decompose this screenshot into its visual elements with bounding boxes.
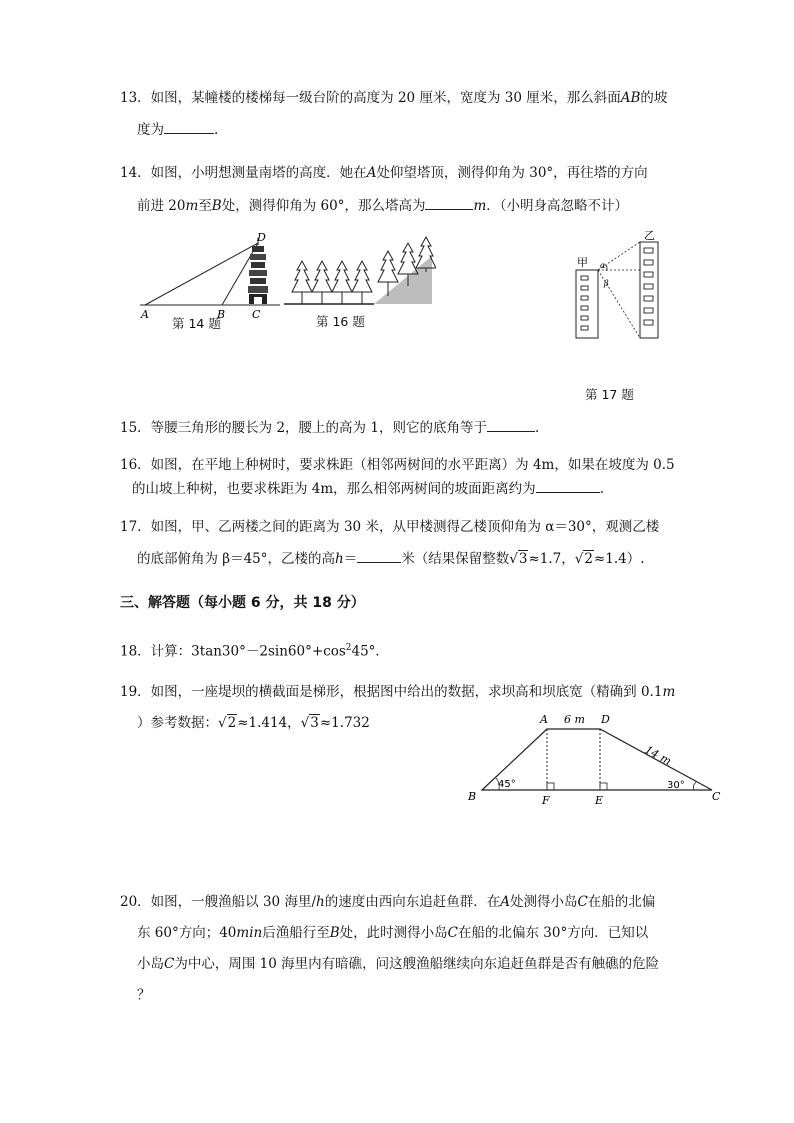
label-yi: 乙 bbox=[644, 230, 655, 242]
caption-17: 第 17 题 bbox=[585, 387, 634, 402]
caption-14: 第 14 题 bbox=[172, 316, 221, 331]
section-title: 三、解答题（每小题 6 分，共 18 分） bbox=[120, 595, 365, 611]
q17-line-1: 17．如图，甲、乙两楼之间的距离为 30 米，从甲楼测得乙楼顶仰角为 α＝30°，观测乙楼 bbox=[120, 519, 660, 535]
label-side-length: 14 m bbox=[642, 743, 674, 768]
q14-line-2: 前进 20m至B处，测得仰角为 60°，那么塔高为 m．（小明身高忽略不计） bbox=[137, 198, 629, 214]
caption-16: 第 16 题 bbox=[316, 314, 365, 329]
q20-line-1: 20．如图，一艘渔船以 30 海里/h的速度由西向东追赶鱼群．在A处测得小岛C在船的北偏 bbox=[120, 894, 656, 910]
q20-line-2: 东 60°方向；40min后渔船行至B处，此时测得小岛C在船的北偏东 30°方向．已知以 bbox=[137, 925, 649, 941]
answer-blank-13[interactable] bbox=[164, 120, 214, 134]
label-d: D bbox=[601, 713, 610, 726]
figure-16-slope-trees bbox=[282, 236, 436, 308]
label-angle-b: 45° bbox=[498, 779, 516, 790]
right-angle-f bbox=[547, 783, 554, 790]
right-angle-e bbox=[600, 783, 607, 790]
sqrt-2-ref: √2 bbox=[218, 715, 237, 731]
sqrt-2: √2 bbox=[574, 551, 593, 567]
q13-line-2: 度为 . bbox=[137, 122, 219, 138]
q20-line-4: ？ bbox=[137, 987, 151, 1003]
label-b: B bbox=[217, 308, 226, 321]
sqrt-3-ref: √3 bbox=[300, 715, 319, 731]
q20-line-3: 小岛C为中心，周围 10 海里内有暗礁，问这艘渔船继续向东追赶鱼群是否有触礁的危险 bbox=[137, 956, 660, 972]
label-jia: 甲 bbox=[577, 256, 588, 269]
label-beta: β bbox=[604, 279, 609, 288]
answer-blank-15[interactable] bbox=[487, 418, 535, 432]
q19-line-1: 19．如图，一座堤坝的横截面是梯形，根据图中给出的数据，求坝高和坝底宽（精确到 0.1m bbox=[120, 684, 676, 700]
q17-line-2: 的底部俯角为 β＝45°，乙楼的高h＝ 米（结果保留整数√3≈1.7，√2≈1.4）. bbox=[137, 551, 645, 567]
q16-line-2: 的山坡上种树，也要求株距为 4m，那么相邻两树间的坡面距离约为 . bbox=[132, 481, 604, 497]
label-alpha: α bbox=[600, 261, 606, 270]
figure-17-buildings bbox=[568, 230, 668, 342]
label-b: B bbox=[468, 790, 477, 803]
label-f: F bbox=[542, 794, 550, 807]
label-e: E bbox=[595, 794, 604, 807]
label-a: A bbox=[540, 713, 548, 726]
building-yi bbox=[640, 242, 658, 338]
figure-14-pagoda bbox=[135, 228, 285, 324]
q14-line-1: 14．如图，小明想测量南塔的高度．她在A处仰望塔顶，测得仰角为 30°，再往塔的方向 bbox=[120, 165, 648, 181]
pagoda-icon bbox=[248, 238, 268, 304]
answer-blank-17[interactable] bbox=[357, 549, 401, 563]
label-c: C bbox=[712, 790, 721, 803]
sightline-a bbox=[145, 243, 258, 305]
answer-blank-14[interactable] bbox=[425, 196, 473, 210]
q15-line: 15．等腰三角形的腰长为 2，腰上的高为 1，则它的底角等于 . bbox=[120, 420, 540, 436]
label-top-length: 6 m bbox=[564, 713, 585, 726]
label-c: C bbox=[252, 308, 261, 321]
label-d: D bbox=[257, 231, 266, 244]
answer-blank-16[interactable] bbox=[536, 479, 600, 493]
label-a: A bbox=[141, 308, 149, 321]
q18-line: 18．计算：$3\tan 30^\circ-2\sin 60^\circ+\cos^245^\circ$． bbox=[120, 643, 389, 660]
sqrt-3: √3 bbox=[509, 551, 528, 567]
figure-19-trapezoid bbox=[462, 708, 726, 810]
q13-line-1: 13．如图，某幢楼的楼梯每一级台阶的高度为 20 厘米，宽度为 30 厘米，那么斜面AB的坡 bbox=[120, 90, 668, 106]
q19-line-2: ）参考数据：√2≈1.414，√3≈1.732 bbox=[137, 715, 370, 731]
label-angle-c: 30° bbox=[667, 780, 685, 791]
q16-line-1: 16．如图，在平地上种树时，要求株距（相邻两树间的水平距离）为 4m，如果在坡度为 0.5 bbox=[120, 457, 675, 473]
